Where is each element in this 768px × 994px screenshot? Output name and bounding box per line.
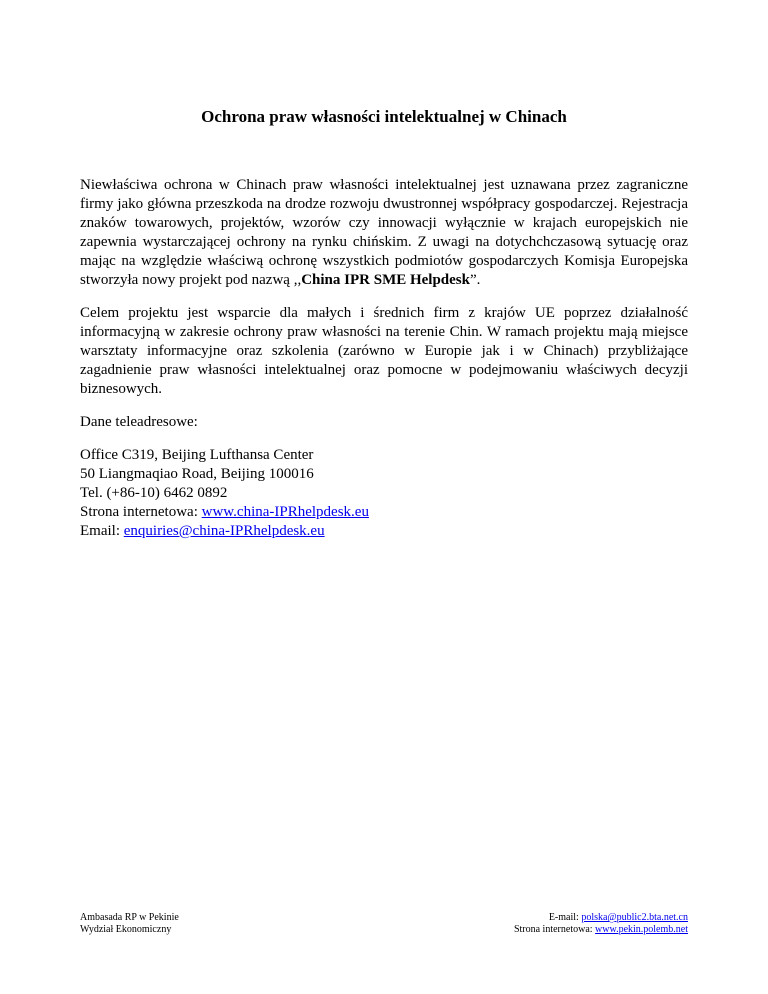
contact-website-label: Strona internetowa: <box>80 504 202 520</box>
contact-address: 50 Liangmaqiao Road, Beijing 100016 <box>80 466 314 482</box>
contact-heading: Dane teleadresowe: <box>80 414 198 430</box>
paragraph-intro-closing: ”. <box>470 272 481 288</box>
document-title: Ochrona praw własności intelektualnej w Chinach <box>201 107 567 126</box>
footer-left <box>80 912 179 936</box>
contact-website-link[interactable]: www.china-IPRhelpdesk.eu <box>201 504 369 520</box>
footer-website-label: Strona internetowa: <box>513 924 596 935</box>
footer-department: Wydział Ekonomiczny <box>80 924 172 935</box>
contact-phone: Tel. (+86-10) 6462 0892 <box>80 485 228 501</box>
contact-email-label: Email: <box>80 523 124 539</box>
contact-email-link[interactable]: enquiries@china-IPRhelpdesk.eu <box>123 523 325 539</box>
footer-email-label: E-mail: <box>548 912 582 923</box>
footer-website-line <box>514 924 688 936</box>
paragraph-goal: Celem projektu jest wsparcie dla małych i średnich firm z krajów UE poprzez działalność informacyjną w zakresie ochrony praw własności na terenie Chin. W ramach projektu mają miejsce warsztaty informacyjne oraz szkolenia (zarówno w Europie jak i w Chinach) przybliżające zagadnienie praw własności intelektualnej oraz pomocne w podejmowaniu właściwych decyzji biznesowych. <box>80 305 688 397</box>
contact-block <box>80 446 688 541</box>
footer-right <box>514 912 688 936</box>
footer-embassy: Ambasada RP w Pekinie <box>80 912 179 923</box>
document-body <box>80 176 688 541</box>
contact-website-line <box>80 503 688 522</box>
contact-office: Office C319, Beijing Lufthansa Center <box>80 447 314 463</box>
footer-website-link[interactable]: www.pekin.polemb.net <box>595 924 688 935</box>
contact-email-line <box>80 522 688 541</box>
paragraph-intro-text: Niewłaściwa ochrona w Chinach praw własności intelektualnej jest uznawana przez zagraniczne firmy jako główna przeszkoda na drodze rozwoju dwustronnej współpracy gospodarczej. Rejestracja znaków towarowych, projektów, wzorów czy innowacji wyłącznie w krajach europejskich nie zapewnia wystarczającej ochrony na rynku chińskim. Z uwagi na dotychchczasową sytuację oraz mając na względzie właściwą ochronę wszystkich podmiotów gospodarczych Komisja Europejska stworzyła nowy projekt pod nazwą ,, <box>80 177 688 288</box>
footer-email-link[interactable]: polska@public2.bta.net.cn <box>581 912 688 923</box>
project-name: China IPR SME Helpdesk <box>301 272 470 288</box>
footer-email-line <box>514 912 688 924</box>
paragraph-intro <box>80 176 688 290</box>
